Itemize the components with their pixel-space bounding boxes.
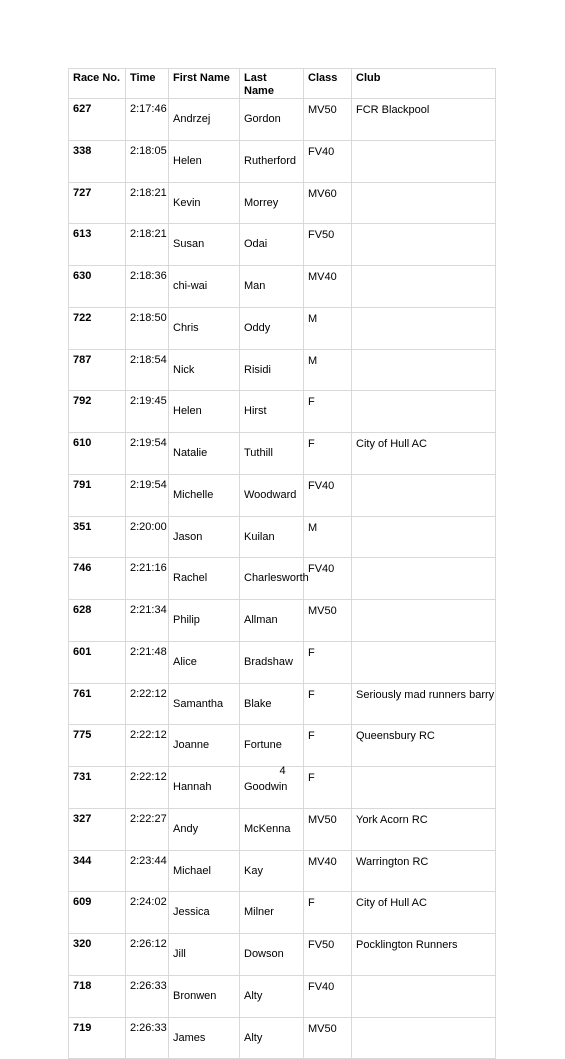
- last-name-cell: Goodwin: [240, 767, 304, 809]
- race-no-cell: 718: [69, 975, 126, 1017]
- table-row: [69, 433, 496, 475]
- race-no-cell: 601: [69, 641, 126, 683]
- club-cell: [352, 975, 496, 1017]
- class-cell: M: [304, 349, 352, 391]
- time-cell: 2:22:27: [126, 808, 169, 850]
- time-cell: 2:18:54: [126, 349, 169, 391]
- time-cell: 2:19:54: [126, 433, 169, 475]
- last-name-cell: Woodward: [240, 474, 304, 516]
- race-no-cell: 731: [69, 767, 126, 809]
- race-no-cell: 627: [69, 99, 126, 141]
- first-name-cell: Nick: [169, 349, 240, 391]
- time-cell: 2:23:44: [126, 850, 169, 892]
- race-no-cell: 609: [69, 892, 126, 934]
- table-row: [69, 934, 496, 976]
- club-cell: [352, 391, 496, 433]
- club-cell: Seriously mad runners barry: [352, 683, 496, 725]
- first-name-cell: Alice: [169, 641, 240, 683]
- club-cell: [352, 224, 496, 266]
- race-no-cell: 761: [69, 683, 126, 725]
- club-cell: [352, 516, 496, 558]
- club-cell: York Acorn RC: [352, 808, 496, 850]
- class-cell: MV50: [304, 600, 352, 642]
- table-row: [69, 391, 496, 433]
- first-name-cell: Helen: [169, 140, 240, 182]
- race-no-cell: 630: [69, 266, 126, 308]
- first-name-cell: Rachel: [169, 558, 240, 600]
- first-name-cell: Helen: [169, 391, 240, 433]
- first-name-cell: Joanne: [169, 725, 240, 767]
- class-cell: M: [304, 307, 352, 349]
- header-race-no: Race No.: [69, 69, 126, 99]
- time-cell: 2:18:21: [126, 224, 169, 266]
- last-name-cell: Dowson: [240, 934, 304, 976]
- time-cell: 2:21:48: [126, 641, 169, 683]
- first-name-cell: Jason: [169, 516, 240, 558]
- race-no-cell: 327: [69, 808, 126, 850]
- time-cell: 2:19:54: [126, 474, 169, 516]
- race-no-cell: 787: [69, 349, 126, 391]
- first-name-cell: Susan: [169, 224, 240, 266]
- club-cell: [352, 641, 496, 683]
- last-name-cell: Risidi: [240, 349, 304, 391]
- time-cell: 2:24:02: [126, 892, 169, 934]
- class-cell: F: [304, 391, 352, 433]
- class-cell: FV40: [304, 975, 352, 1017]
- club-cell: Pocklington Runners: [352, 934, 496, 976]
- class-cell: MV50: [304, 1017, 352, 1059]
- race-no-cell: 792: [69, 391, 126, 433]
- last-name-cell: Gordon: [240, 99, 304, 141]
- header-time: Time: [126, 69, 169, 99]
- last-name-cell: Oddy: [240, 307, 304, 349]
- time-cell: 2:18:36: [126, 266, 169, 308]
- club-cell: City of Hull AC: [352, 433, 496, 475]
- last-name-cell: Kay: [240, 850, 304, 892]
- first-name-cell: Natalie: [169, 433, 240, 475]
- last-name-cell: Alty: [240, 975, 304, 1017]
- class-cell: F: [304, 767, 352, 809]
- first-name-cell: Hannah: [169, 767, 240, 809]
- first-name-cell: Michael: [169, 850, 240, 892]
- last-name-cell: Tuthill: [240, 433, 304, 475]
- last-name-cell: Hirst: [240, 391, 304, 433]
- club-cell: Warrington RC: [352, 850, 496, 892]
- table-row: [69, 266, 496, 308]
- first-name-cell: Philip: [169, 600, 240, 642]
- race-no-cell: 719: [69, 1017, 126, 1059]
- race-no-cell: 320: [69, 934, 126, 976]
- table-row: [69, 892, 496, 934]
- race-no-cell: 746: [69, 558, 126, 600]
- time-cell: 2:22:12: [126, 683, 169, 725]
- first-name-cell: Samantha: [169, 683, 240, 725]
- table-row: [69, 808, 496, 850]
- class-cell: FV40: [304, 474, 352, 516]
- first-name-cell: Bronwen: [169, 975, 240, 1017]
- class-cell: FV50: [304, 934, 352, 976]
- club-cell: FCR Blackpool: [352, 99, 496, 141]
- club-cell: Queensbury RC: [352, 725, 496, 767]
- race-no-cell: 351: [69, 516, 126, 558]
- last-name-cell: Allman: [240, 600, 304, 642]
- race-no-cell: 338: [69, 140, 126, 182]
- first-name-cell: Kevin: [169, 182, 240, 224]
- race-no-cell: 775: [69, 725, 126, 767]
- class-cell: MV40: [304, 266, 352, 308]
- race-no-cell: 628: [69, 600, 126, 642]
- last-name-cell: Blake: [240, 683, 304, 725]
- last-name-cell: Milner: [240, 892, 304, 934]
- time-cell: 2:18:05: [126, 140, 169, 182]
- time-cell: 2:22:12: [126, 725, 169, 767]
- table-row: [69, 516, 496, 558]
- table-row: [69, 1017, 496, 1059]
- table-row: [69, 683, 496, 725]
- first-name-cell: chi-wai: [169, 266, 240, 308]
- club-cell: [352, 182, 496, 224]
- results-table: [68, 68, 496, 1059]
- last-name-cell: Alty: [240, 1017, 304, 1059]
- time-cell: 2:26:12: [126, 934, 169, 976]
- class-cell: M: [304, 516, 352, 558]
- last-name-cell: Morrey: [240, 182, 304, 224]
- table-row: [69, 975, 496, 1017]
- class-cell: F: [304, 725, 352, 767]
- table-row: [69, 474, 496, 516]
- header-club: Club: [352, 69, 496, 99]
- class-cell: F: [304, 641, 352, 683]
- first-name-cell: Michelle: [169, 474, 240, 516]
- time-cell: 2:20:00: [126, 516, 169, 558]
- time-cell: 2:21:16: [126, 558, 169, 600]
- header-class: Class: [304, 69, 352, 99]
- last-name-cell: McKenna: [240, 808, 304, 850]
- table-row: [69, 307, 496, 349]
- club-cell: [352, 266, 496, 308]
- class-cell: FV50: [304, 224, 352, 266]
- class-cell: FV40: [304, 140, 352, 182]
- class-cell: F: [304, 683, 352, 725]
- class-cell: F: [304, 892, 352, 934]
- race-no-cell: 791: [69, 474, 126, 516]
- race-no-cell: 613: [69, 224, 126, 266]
- table-row: [69, 600, 496, 642]
- table-row: [69, 725, 496, 767]
- race-no-cell: 722: [69, 307, 126, 349]
- club-cell: [352, 1017, 496, 1059]
- last-name-cell: Man: [240, 266, 304, 308]
- club-cell: [352, 140, 496, 182]
- last-name-cell: Charlesworth: [240, 558, 304, 600]
- club-cell: [352, 558, 496, 600]
- class-cell: MV50: [304, 99, 352, 141]
- last-name-cell: Odai: [240, 224, 304, 266]
- race-no-cell: 727: [69, 182, 126, 224]
- table-row: [69, 99, 496, 141]
- first-name-cell: Andy: [169, 808, 240, 850]
- first-name-cell: Andrzej: [169, 99, 240, 141]
- header-last-name: Last Name: [240, 69, 304, 99]
- time-cell: 2:18:50: [126, 307, 169, 349]
- race-no-cell: 610: [69, 433, 126, 475]
- table-row: [69, 558, 496, 600]
- time-cell: 2:21:34: [126, 600, 169, 642]
- table-row: [69, 349, 496, 391]
- time-cell: 2:26:33: [126, 975, 169, 1017]
- header-first-name: First Name: [169, 69, 240, 99]
- club-cell: [352, 600, 496, 642]
- time-cell: 2:17:46: [126, 99, 169, 141]
- time-cell: 2:18:21: [126, 182, 169, 224]
- table-row: [69, 224, 496, 266]
- club-cell: [352, 349, 496, 391]
- first-name-cell: James: [169, 1017, 240, 1059]
- class-cell: FV40: [304, 558, 352, 600]
- table-row: [69, 182, 496, 224]
- results-body: [69, 99, 496, 1059]
- class-cell: MV50: [304, 808, 352, 850]
- last-name-cell: Kuilan: [240, 516, 304, 558]
- race-no-cell: 344: [69, 850, 126, 892]
- class-cell: MV40: [304, 850, 352, 892]
- table-row: [69, 850, 496, 892]
- first-name-cell: Chris: [169, 307, 240, 349]
- club-cell: City of Hull AC: [352, 892, 496, 934]
- last-name-cell: Rutherford: [240, 140, 304, 182]
- class-cell: F: [304, 433, 352, 475]
- last-name-cell: Fortune: [240, 725, 304, 767]
- page-number: 4: [279, 765, 286, 777]
- club-cell: [352, 474, 496, 516]
- time-cell: 2:19:45: [126, 391, 169, 433]
- class-cell: MV60: [304, 182, 352, 224]
- time-cell: 2:26:33: [126, 1017, 169, 1059]
- table-row: [69, 140, 496, 182]
- first-name-cell: Jessica: [169, 892, 240, 934]
- time-cell: 2:22:12: [126, 767, 169, 809]
- last-name-cell: Bradshaw: [240, 641, 304, 683]
- first-name-cell: Jill: [169, 934, 240, 976]
- header-row: [69, 69, 496, 99]
- table-row: [69, 641, 496, 683]
- club-cell: [352, 307, 496, 349]
